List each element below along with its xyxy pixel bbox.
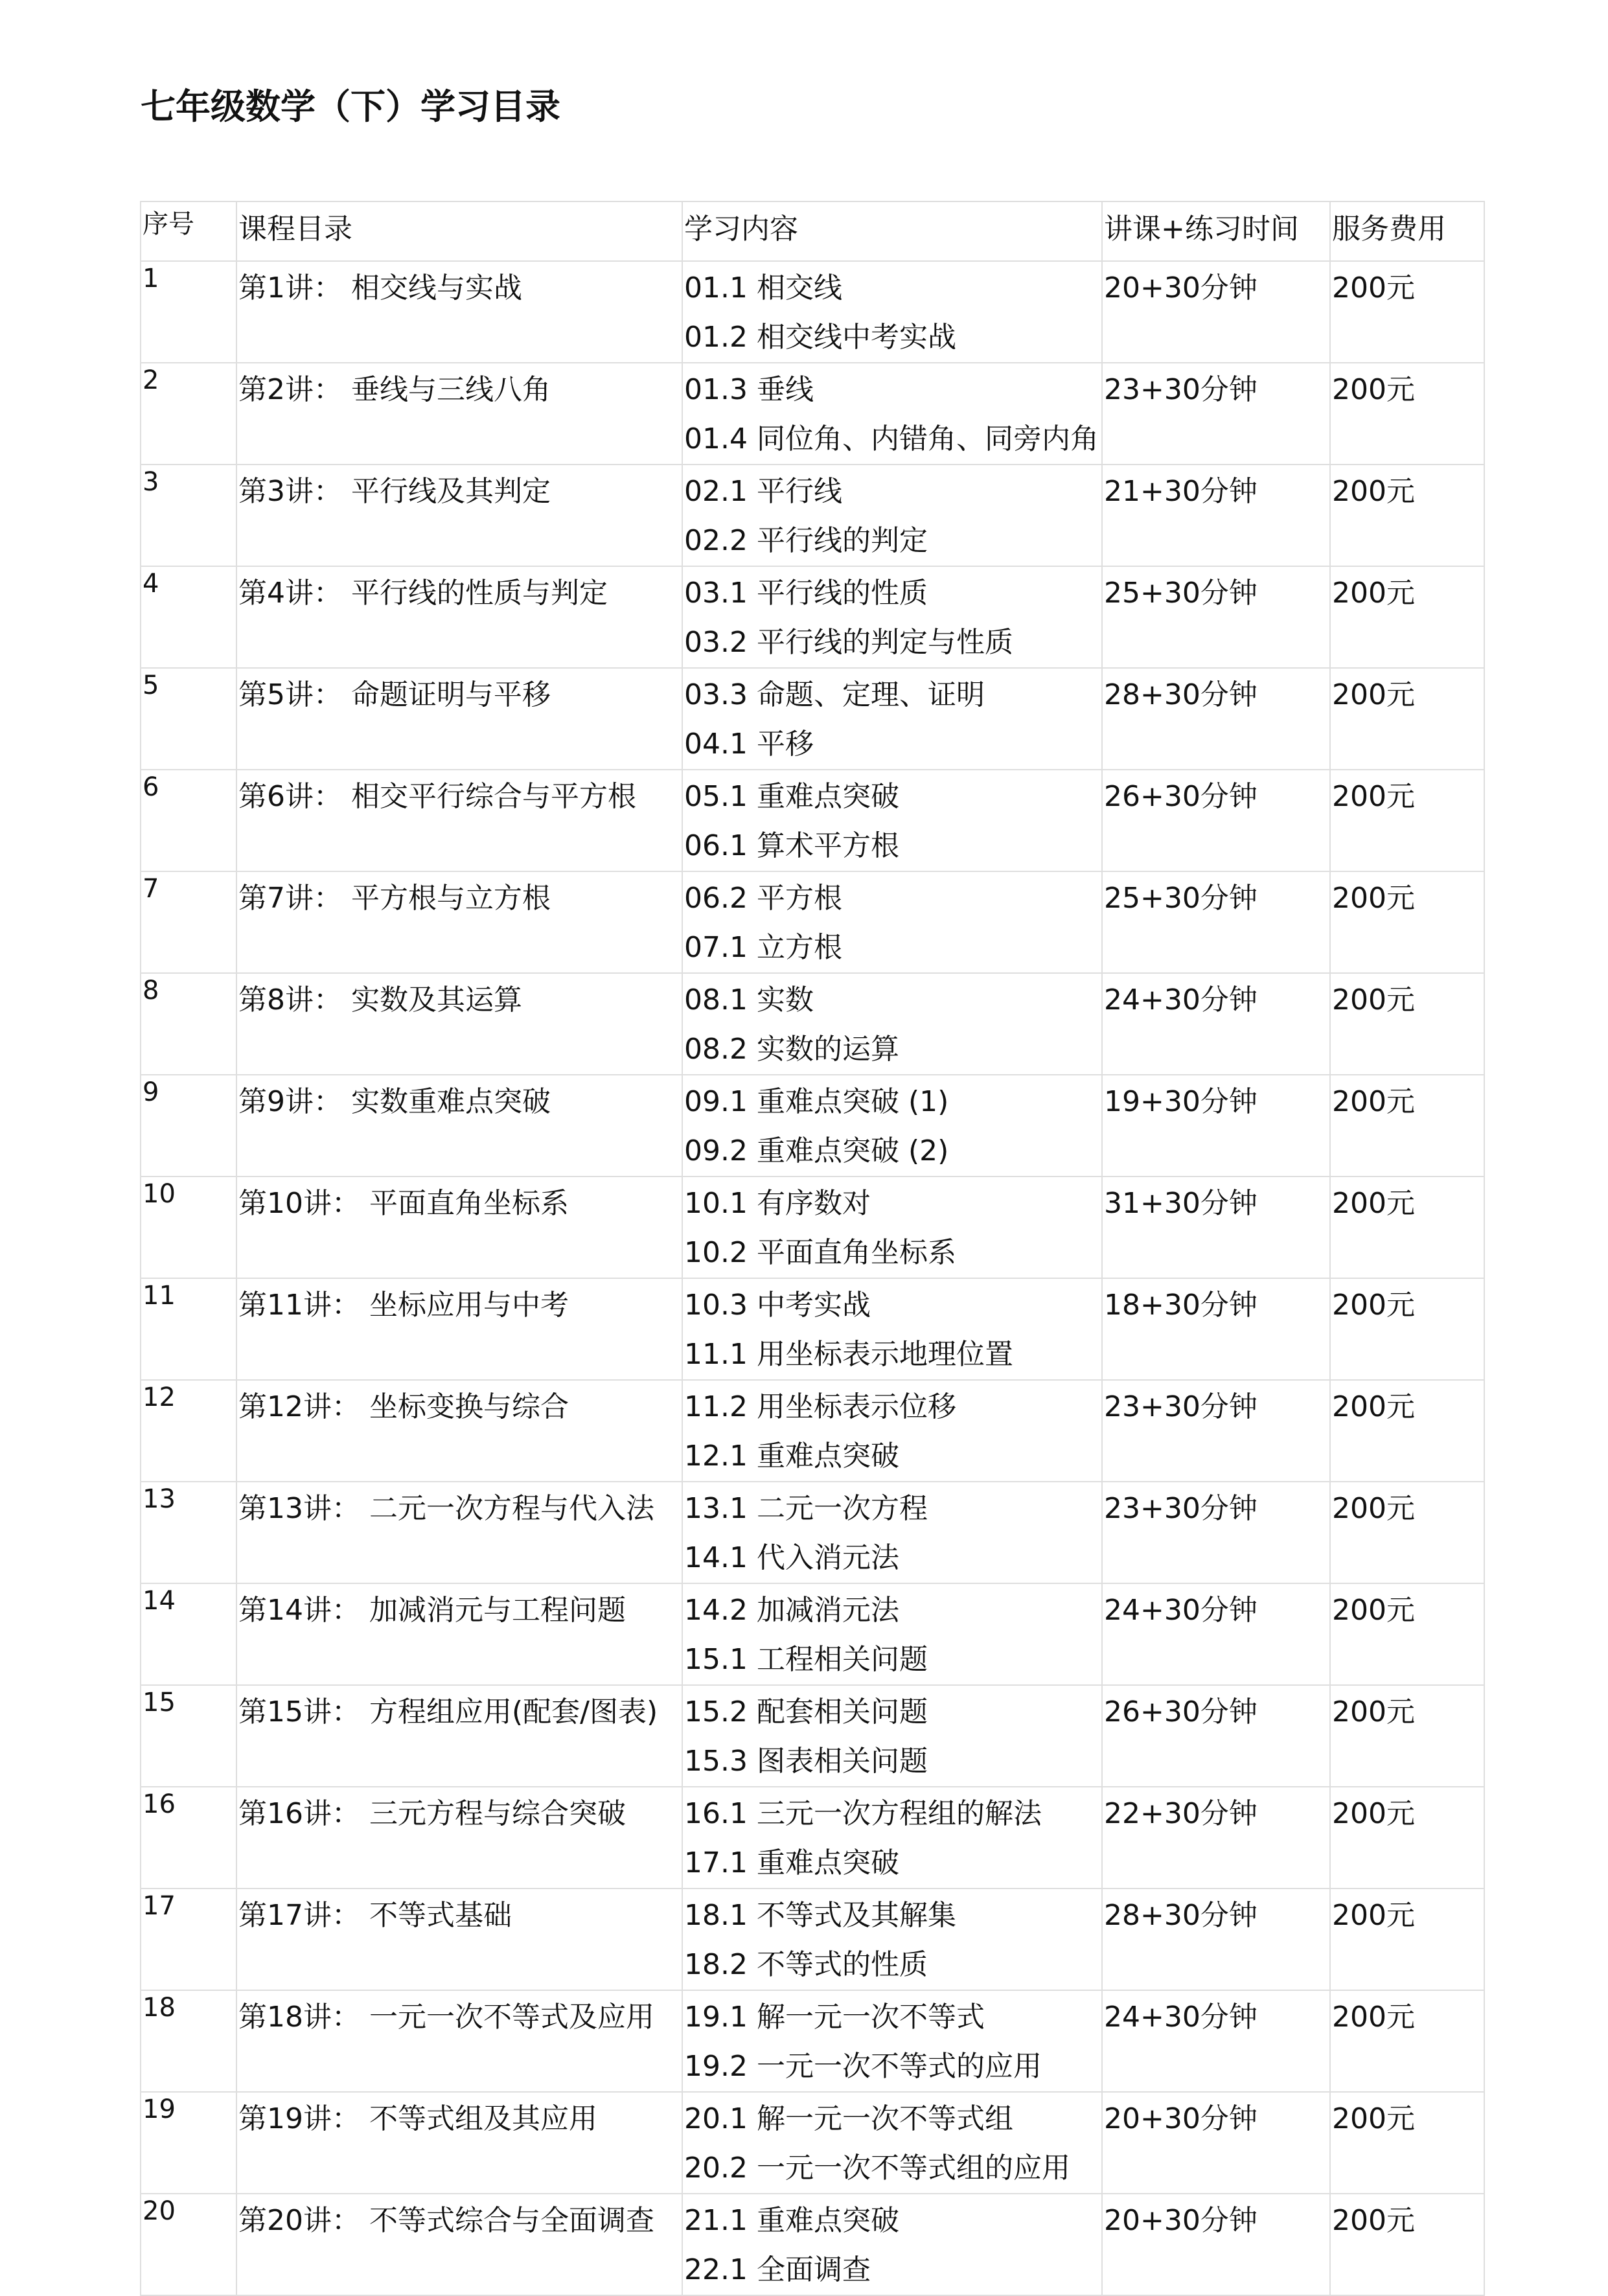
row-number: 15 bbox=[141, 1685, 236, 1787]
lecture-title: 第12讲： 坐标变换与综合 bbox=[236, 1380, 682, 1482]
content-item: 14.1 代入消元法 bbox=[684, 1541, 899, 1574]
content-cell bbox=[682, 973, 1102, 1075]
row-number: 17 bbox=[141, 1888, 236, 1990]
lesson-time: 22+30分钟 bbox=[1102, 1787, 1330, 1888]
service-fee: 200元 bbox=[1330, 1990, 1484, 2092]
content-item: 01.3 垂线 bbox=[684, 373, 814, 406]
content-cell bbox=[682, 465, 1102, 566]
content-cell bbox=[682, 668, 1102, 770]
header-fee: 服务费用 bbox=[1330, 201, 1484, 261]
lesson-time: 19+30分钟 bbox=[1102, 1075, 1330, 1177]
lesson-time: 26+30分钟 bbox=[1102, 770, 1330, 871]
content-item: 15.1 工程相关问题 bbox=[684, 1643, 928, 1676]
lecture-title: 第6讲： 相交平行综合与平方根 bbox=[236, 770, 682, 871]
lesson-time: 23+30分钟 bbox=[1102, 363, 1330, 465]
lesson-time: 21+30分钟 bbox=[1102, 465, 1330, 566]
header-no: 序号 bbox=[141, 201, 236, 261]
table-row bbox=[141, 871, 1484, 973]
content-cell bbox=[682, 566, 1102, 668]
content-item: 19.2 一元一次不等式的应用 bbox=[684, 2050, 1042, 2083]
service-fee: 200元 bbox=[1330, 1380, 1484, 1482]
lesson-time: 23+30分钟 bbox=[1102, 1482, 1330, 1583]
content-cell bbox=[682, 770, 1102, 871]
service-fee: 200元 bbox=[1330, 261, 1484, 363]
content-item: 08.1 实数 bbox=[684, 983, 814, 1016]
lesson-time: 24+30分钟 bbox=[1102, 1990, 1330, 2092]
lecture-title: 第3讲： 平行线及其判定 bbox=[236, 465, 682, 566]
row-number: 18 bbox=[141, 1990, 236, 2092]
table-row bbox=[141, 1177, 1484, 1278]
content-item: 03.2 平行线的判定与性质 bbox=[684, 626, 1013, 659]
header-content: 学习内容 bbox=[682, 201, 1102, 261]
row-number: 6 bbox=[141, 770, 236, 871]
service-fee: 200元 bbox=[1330, 2194, 1484, 2295]
content-cell bbox=[682, 871, 1102, 973]
service-fee: 200元 bbox=[1330, 668, 1484, 770]
lesson-time: 25+30分钟 bbox=[1102, 566, 1330, 668]
table-row bbox=[141, 261, 1484, 363]
service-fee: 200元 bbox=[1330, 2092, 1484, 2194]
table-row bbox=[141, 1685, 1484, 1787]
content-item: 15.3 图表相关问题 bbox=[684, 1745, 928, 1778]
row-number: 12 bbox=[141, 1380, 236, 1482]
service-fee: 200元 bbox=[1330, 1888, 1484, 1990]
lecture-title: 第5讲： 命题证明与平移 bbox=[236, 668, 682, 770]
lecture-title: 第2讲： 垂线与三线八角 bbox=[236, 363, 682, 465]
content-cell bbox=[682, 1075, 1102, 1177]
content-item: 19.1 解一元一次不等式 bbox=[684, 2001, 985, 2034]
row-number: 10 bbox=[141, 1177, 236, 1278]
service-fee: 200元 bbox=[1330, 1583, 1484, 1685]
content-item: 20.2 一元一次不等式组的应用 bbox=[684, 2152, 1070, 2185]
content-item: 05.1 重难点突破 bbox=[684, 780, 899, 813]
lecture-title: 第19讲： 不等式组及其应用 bbox=[236, 2092, 682, 2194]
row-number: 20 bbox=[141, 2194, 236, 2295]
lecture-title: 第7讲： 平方根与立方根 bbox=[236, 871, 682, 973]
content-cell bbox=[682, 1177, 1102, 1278]
content-cell bbox=[682, 2194, 1102, 2295]
lesson-time: 25+30分钟 bbox=[1102, 871, 1330, 973]
content-item: 02.1 平行线 bbox=[684, 475, 842, 508]
row-number: 16 bbox=[141, 1787, 236, 1888]
lesson-time: 23+30分钟 bbox=[1102, 1380, 1330, 1482]
service-fee: 200元 bbox=[1330, 1482, 1484, 1583]
service-fee: 200元 bbox=[1330, 1075, 1484, 1177]
table-row bbox=[141, 770, 1484, 871]
content-item: 01.1 相交线 bbox=[684, 271, 842, 304]
table-row bbox=[141, 1583, 1484, 1685]
service-fee: 200元 bbox=[1330, 465, 1484, 566]
content-item: 03.1 平行线的性质 bbox=[684, 577, 928, 610]
service-fee: 200元 bbox=[1330, 770, 1484, 871]
header-lecture: 课程目录 bbox=[236, 201, 682, 261]
lesson-time: 31+30分钟 bbox=[1102, 1177, 1330, 1278]
table-row bbox=[141, 1278, 1484, 1380]
row-number: 4 bbox=[141, 566, 236, 668]
table-row bbox=[141, 1482, 1484, 1583]
lecture-title: 第14讲： 加减消元与工程问题 bbox=[236, 1583, 682, 1685]
content-item: 08.2 实数的运算 bbox=[684, 1033, 899, 1066]
lesson-time: 20+30分钟 bbox=[1102, 261, 1330, 363]
course-table bbox=[140, 201, 1485, 2296]
table-row bbox=[141, 363, 1484, 465]
lecture-title: 第4讲： 平行线的性质与判定 bbox=[236, 566, 682, 668]
row-number: 19 bbox=[141, 2092, 236, 2194]
content-item: 18.2 不等式的性质 bbox=[684, 1948, 928, 1981]
content-item: 04.1 平移 bbox=[684, 728, 814, 761]
header-time: 讲课+练习时间 bbox=[1102, 201, 1330, 261]
content-item: 18.1 不等式及其解集 bbox=[684, 1899, 956, 1932]
content-item: 01.2 相交线中考实战 bbox=[684, 321, 956, 354]
content-item: 11.1 用坐标表示地理位置 bbox=[684, 1338, 1013, 1371]
row-number: 9 bbox=[141, 1075, 236, 1177]
row-number: 8 bbox=[141, 973, 236, 1075]
content-cell bbox=[682, 1583, 1102, 1685]
content-item: 14.2 加减消元法 bbox=[684, 1594, 899, 1627]
content-item: 09.1 重难点突破 (1) bbox=[684, 1085, 949, 1118]
content-cell bbox=[682, 1787, 1102, 1888]
content-item: 16.1 三元一次方程组的解法 bbox=[684, 1797, 1042, 1830]
service-fee: 200元 bbox=[1330, 1177, 1484, 1278]
content-cell bbox=[682, 1380, 1102, 1482]
lecture-title: 第10讲： 平面直角坐标系 bbox=[236, 1177, 682, 1278]
table-row bbox=[141, 668, 1484, 770]
content-item: 09.2 重难点突破 (2) bbox=[684, 1134, 949, 1167]
lecture-title: 第15讲： 方程组应用(配套/图表) bbox=[236, 1685, 682, 1787]
row-number: 7 bbox=[141, 871, 236, 973]
content-item: 10.2 平面直角坐标系 bbox=[684, 1236, 956, 1269]
content-item: 06.1 算术平方根 bbox=[684, 829, 899, 862]
lesson-time: 24+30分钟 bbox=[1102, 1583, 1330, 1685]
row-number: 13 bbox=[141, 1482, 236, 1583]
lecture-title: 第18讲： 一元一次不等式及应用 bbox=[236, 1990, 682, 2092]
table-body bbox=[141, 261, 1484, 2295]
content-item: 15.2 配套相关问题 bbox=[684, 1695, 928, 1728]
lecture-title: 第9讲： 实数重难点突破 bbox=[236, 1075, 682, 1177]
table-row bbox=[141, 1787, 1484, 1888]
lesson-time: 20+30分钟 bbox=[1102, 2092, 1330, 2194]
content-cell bbox=[682, 2092, 1102, 2194]
lecture-title: 第8讲： 实数及其运算 bbox=[236, 973, 682, 1075]
lecture-title: 第11讲： 坐标应用与中考 bbox=[236, 1278, 682, 1380]
lecture-title: 第20讲： 不等式综合与全面调查 bbox=[236, 2194, 682, 2295]
service-fee: 200元 bbox=[1330, 871, 1484, 973]
lesson-time: 28+30分钟 bbox=[1102, 668, 1330, 770]
row-number: 3 bbox=[141, 465, 236, 566]
table-row bbox=[141, 1075, 1484, 1177]
content-item: 10.1 有序数对 bbox=[684, 1187, 871, 1220]
table-row bbox=[141, 2092, 1484, 2194]
service-fee: 200元 bbox=[1330, 1278, 1484, 1380]
table-row bbox=[141, 1380, 1484, 1482]
row-number: 14 bbox=[141, 1583, 236, 1685]
content-item: 10.3 中考实战 bbox=[684, 1289, 871, 1322]
content-cell bbox=[682, 1990, 1102, 2092]
table-row bbox=[141, 1888, 1484, 1990]
service-fee: 200元 bbox=[1330, 973, 1484, 1075]
content-cell bbox=[682, 363, 1102, 465]
lesson-time: 26+30分钟 bbox=[1102, 1685, 1330, 1787]
table-header-row bbox=[141, 201, 1484, 261]
lecture-title: 第1讲： 相交线与实战 bbox=[236, 261, 682, 363]
lecture-title: 第17讲： 不等式基础 bbox=[236, 1888, 682, 1990]
table-row bbox=[141, 973, 1484, 1075]
lesson-time: 20+30分钟 bbox=[1102, 2194, 1330, 2295]
content-item: 07.1 立方根 bbox=[684, 931, 842, 964]
content-cell bbox=[682, 1278, 1102, 1380]
lecture-title: 第16讲： 三元方程与综合突破 bbox=[236, 1787, 682, 1888]
content-item: 20.1 解一元一次不等式组 bbox=[684, 2102, 1013, 2135]
content-item: 22.1 全面调查 bbox=[684, 2253, 871, 2286]
service-fee: 200元 bbox=[1330, 1685, 1484, 1787]
table-row bbox=[141, 566, 1484, 668]
page-title: 七年级数学（下）学习目录 bbox=[141, 86, 560, 127]
service-fee: 200元 bbox=[1330, 566, 1484, 668]
content-item: 02.2 平行线的判定 bbox=[684, 524, 928, 557]
content-item: 12.1 重难点突破 bbox=[684, 1440, 899, 1473]
service-fee: 200元 bbox=[1330, 1787, 1484, 1888]
content-item: 13.1 二元一次方程 bbox=[684, 1492, 928, 1525]
content-item: 11.2 用坐标表示位移 bbox=[684, 1390, 956, 1423]
row-number: 5 bbox=[141, 668, 236, 770]
table-row bbox=[141, 1990, 1484, 2092]
lecture-title: 第13讲： 二元一次方程与代入法 bbox=[236, 1482, 682, 1583]
row-number: 11 bbox=[141, 1278, 236, 1380]
table-row bbox=[141, 2194, 1484, 2295]
content-item: 17.1 重难点突破 bbox=[684, 1846, 899, 1879]
row-number: 2 bbox=[141, 363, 236, 465]
content-item: 21.1 重难点突破 bbox=[684, 2204, 899, 2237]
lesson-time: 24+30分钟 bbox=[1102, 973, 1330, 1075]
content-item: 03.3 命题、定理、证明 bbox=[684, 678, 985, 711]
content-cell bbox=[682, 1482, 1102, 1583]
lesson-time: 28+30分钟 bbox=[1102, 1888, 1330, 1990]
content-cell bbox=[682, 1888, 1102, 1990]
content-item: 06.2 平方根 bbox=[684, 882, 842, 915]
table-row bbox=[141, 465, 1484, 566]
content-item: 01.4 同位角、内错角、同旁内角 bbox=[684, 422, 1099, 455]
service-fee: 200元 bbox=[1330, 363, 1484, 465]
content-cell bbox=[682, 1685, 1102, 1787]
row-number: 1 bbox=[141, 261, 236, 363]
lesson-time: 18+30分钟 bbox=[1102, 1278, 1330, 1380]
content-cell bbox=[682, 261, 1102, 363]
